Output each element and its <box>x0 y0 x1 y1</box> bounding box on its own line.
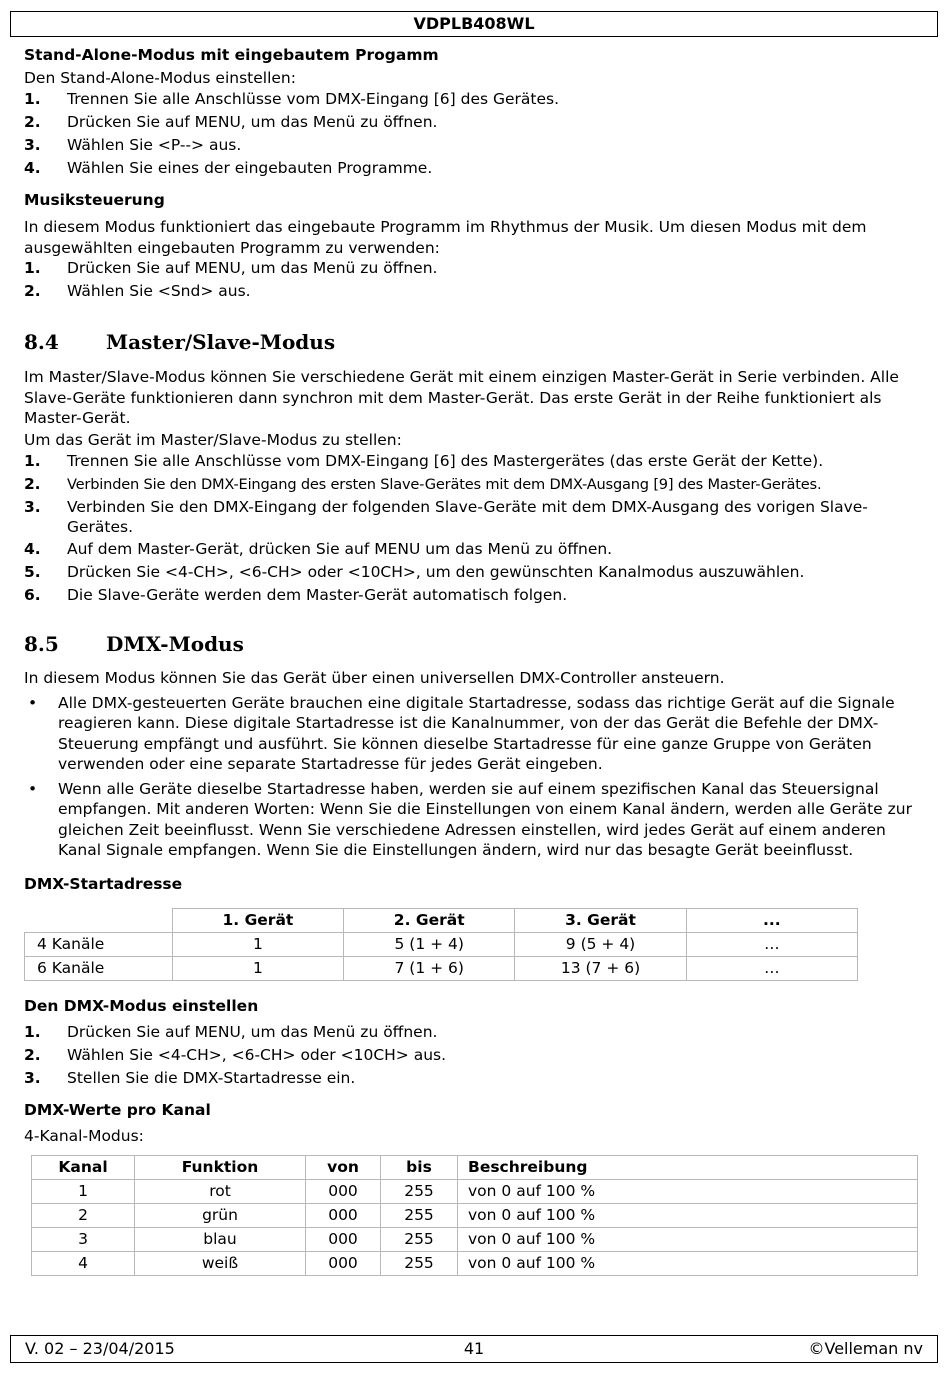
table-cell: rot <box>135 1179 306 1203</box>
section-title: Master/Slave-Modus <box>106 330 336 354</box>
table-cell: 6 Kanäle <box>25 956 173 980</box>
startadresse-table <box>24 908 858 981</box>
table-cell: 1 <box>172 956 343 980</box>
page-header <box>10 11 938 37</box>
table-cell: … <box>686 956 857 980</box>
table-cell: 7 (1 + 6) <box>344 956 515 980</box>
table-header-cell: von <box>306 1155 381 1179</box>
list-item: 5. Drücken Sie <4-CH>, <6-CH> oder <10CH>, um den gewünschten Kanalmodus auszuwählen. <box>24 562 805 581</box>
list-item: 3. Stellen Sie die DMX-Startadresse ein. <box>24 1068 356 1087</box>
list-item: 4. Auf dem Master-Gerät, drücken Sie auf MENU um das Menü zu öffnen. <box>24 539 613 558</box>
dmx-bullets <box>24 693 924 861</box>
master-slave-intro: Im Master/Slave-Modus können Sie verschiedene Gerät mit einem einzigen Master-Gerät in Serie verbinden. Alle Slave-Geräte funktionieren dann synchron mit dem Master-Gerät. Das erste Gerät in der Reihe funktioniert als Master-Gerät. <box>24 368 899 427</box>
standalone-intro: Den Stand-Alone-Modus einstellen: <box>24 69 296 87</box>
startadresse-heading: DMX-Startadresse <box>24 874 183 893</box>
section-number: 8.4 <box>24 330 59 354</box>
list-item: 1. Trennen Sie alle Anschlüsse vom DMX-Eingang [6] des Gerätes. <box>24 90 560 108</box>
dmx-set-heading: Den DMX-Modus einstellen <box>24 996 259 1015</box>
table-cell: 000 <box>306 1227 381 1251</box>
music-steps <box>24 258 924 302</box>
table-cell: 000 <box>306 1203 381 1227</box>
table-cell: 255 <box>381 1179 458 1203</box>
table-header-cell: ... <box>686 908 857 932</box>
list-item: 2. Wählen Sie <Snd> aus. <box>24 282 251 300</box>
list-item: 4. Wählen Sie eines der eingebauten Programme. <box>24 159 433 177</box>
table-cell: von 0 auf 100 % <box>458 1179 918 1203</box>
list-item: 1. Trennen Sie alle Anschlüsse vom DMX-Eingang [6] des Mastergerätes (das erste Gerät der Kette). <box>24 451 824 470</box>
table-row <box>32 1251 918 1275</box>
table-cell: 9 (5 + 4) <box>515 932 686 956</box>
table-cell: 3 <box>32 1227 135 1251</box>
table-header-cell: 2. Gerät <box>344 908 515 932</box>
section-8-5-heading <box>24 630 924 658</box>
table-header-row <box>32 1155 918 1179</box>
music-heading: Musiksteuerung <box>24 191 165 209</box>
page-footer <box>10 1335 938 1363</box>
table-row <box>25 956 858 980</box>
table-cell: von 0 auf 100 % <box>458 1251 918 1275</box>
table-row <box>32 1203 918 1227</box>
list-item: 1. Drücken Sie auf MENU, um das Menü zu öffnen. <box>24 1022 438 1041</box>
table-cell: 255 <box>381 1203 458 1227</box>
table-cell: 5 (1 + 4) <box>344 932 515 956</box>
table-header-row <box>25 908 858 932</box>
table-cell: 255 <box>381 1227 458 1251</box>
master-slave-intro2: Um das Gerät im Master/Slave-Modus zu stellen: <box>24 430 402 449</box>
list-item: 6. Die Slave-Geräte werden dem Master-Gerät automatisch folgen. <box>24 585 568 604</box>
table-header-cell: Funktion <box>135 1155 306 1179</box>
werte-heading: DMX-Werte pro Kanal <box>24 1100 211 1119</box>
list-item: 3. Verbinden Sie den DMX-Eingang der folgenden Slave-Geräte mit dem DMX-Ausgang des vorigen Slave-Gerätes. <box>24 497 868 536</box>
table-cell: 000 <box>306 1251 381 1275</box>
standalone-steps <box>24 89 924 179</box>
list-item: 3. Wählen Sie <P--> aus. <box>24 136 242 154</box>
page-number: 41 <box>463 1339 485 1358</box>
table-cell: … <box>686 932 857 956</box>
standalone-heading: Stand-Alone-Modus mit eingebautem Progamm <box>24 46 439 64</box>
list-item: • Wenn alle Geräte dieselbe Startadresse haben, werden sie auf einem spezifischen Kanal das Steuersignal empfangen. Mit anderen Worten: Wenn Sie die Einstellungen von einem Kanal ändern, werden alle Geräte zur gleichen Zeit beeinflusst. Wenn Sie verschiedene Adressen einstellen, wird jedes Gerät auf einem anderen Kanal Signale empfangen. Wenn Sie die Einstellungen ändern, wird nur das besagte Gerät beeinflusst. <box>28 779 912 859</box>
table-header-cell <box>25 908 173 932</box>
table-cell: blau <box>135 1227 306 1251</box>
list-item: 1. Drücken Sie auf MENU, um das Menü zu öffnen. <box>24 259 438 277</box>
list-item: 2. Verbinden Sie den DMX-Eingang des ersten Slave-Gerätes mit dem DMX-Ausgang [9] des Master-Gerätes. <box>24 474 822 493</box>
list-item: 2. Wählen Sie <4-CH>, <6-CH> oder <10CH> aus. <box>24 1045 447 1064</box>
version-label: V. 02 – 23/04/2015 <box>25 1339 175 1358</box>
page-content <box>24 44 924 1276</box>
table-cell: 13 (7 + 6) <box>515 956 686 980</box>
dmx-set-steps <box>24 1022 924 1089</box>
table-cell: weiß <box>135 1251 306 1275</box>
table-cell: 4 <box>32 1251 135 1275</box>
dmx-intro: In diesem Modus können Sie das Gerät über einen universellen DMX-Controller ansteuern. <box>24 668 725 687</box>
table-cell: 2 <box>32 1203 135 1227</box>
table-header-cell: 3. Gerät <box>515 908 686 932</box>
section-8-4-heading <box>24 328 924 356</box>
table-header-cell: Beschreibung <box>458 1155 918 1179</box>
section-number: 8.5 <box>24 631 59 656</box>
table-cell: 1 <box>172 932 343 956</box>
section-title: DMX-Modus <box>106 631 244 656</box>
master-slave-steps <box>24 451 924 606</box>
table-cell: 1 <box>32 1179 135 1203</box>
werte-table <box>31 1155 918 1276</box>
werte-subtitle: 4-Kanal-Modus: <box>24 1126 144 1145</box>
table-cell: 4 Kanäle <box>25 932 173 956</box>
table-header-cell: Kanal <box>32 1155 135 1179</box>
table-cell: von 0 auf 100 % <box>458 1203 918 1227</box>
table-header-cell: 1. Gerät <box>172 908 343 932</box>
table-header-cell: bis <box>381 1155 458 1179</box>
table-row <box>32 1227 918 1251</box>
table-cell: grün <box>135 1203 306 1227</box>
list-item: 2. Drücken Sie auf MENU, um das Menü zu öffnen. <box>24 113 438 131</box>
model-number: VDPLB408WL <box>413 14 535 33</box>
table-row <box>32 1179 918 1203</box>
table-row <box>25 932 858 956</box>
music-intro: In diesem Modus funktioniert das eingebaute Programm im Rhythmus der Musik. Um diesen Modus mit dem ausgewählten eingebauten Programm zu verwenden: <box>24 218 867 257</box>
table-cell: 255 <box>381 1251 458 1275</box>
table-cell: von 0 auf 100 % <box>458 1227 918 1251</box>
table-cell: 000 <box>306 1179 381 1203</box>
copyright-label: ©Velleman nv <box>808 1339 923 1358</box>
list-item: • Alle DMX-gesteuerten Geräte brauchen eine digitale Startadresse, sodass das richtige Gerät auf die Signale reagieren kann. Diese digitale Startadresse ist die Kanalnummer, von der das Gerät die Befehle der DMX-Steuerung empfängt und ausführt. Sie können dieselbe Startadresse für eine ganze Gruppe von Geräten verwenden oder eine separate Startadresse für jedes Gerät eingeben. <box>28 693 895 773</box>
